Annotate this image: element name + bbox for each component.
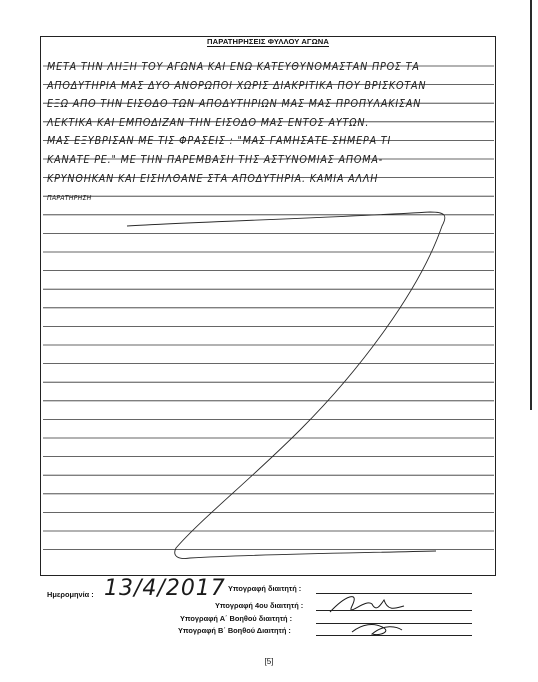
date-value: 13/4/2017	[104, 576, 226, 601]
handwritten-line: ΠΑΡΑΤΗΡΗΣΗ	[47, 194, 92, 203]
page-number: [5]	[264, 657, 274, 666]
form-title: ΠΑΡΑΤΗΡΗΣΕΙΣ ΦΥΛΛΟΥ ΑΓΩΝΑ	[207, 37, 329, 46]
referee-signature-label: Υπογραφή διαιτητή :	[228, 584, 302, 593]
handwritten-line: ΑΠΟΔΥΤΗΡΙΑ ΜΑΣ ΔΥΟ ΑΝΘΡΩΠΟΙ ΧΩΡΙΣ ΔΙΑΚΡΙΤΙΚΑ ΠΟΥ ΒΡΙΣΚΟΤΑΝ	[47, 79, 427, 92]
handwritten-line: ΚΑΝΑΤΕ ΡΕ." ΜΕ ΤΗΝ ΠΑΡΕΜΒΑΣΗ ΤΗΣ ΑΣΤΥΝΟΜΙΑΣ ΑΠΟΜΑ-	[47, 154, 384, 166]
assistant-b-signature-label: Υπογραφή Β΄ Βοηθού Διαιτητή :	[178, 626, 291, 635]
handwritten-line: ΕΞΩ ΑΠΟ ΤΗΝ ΕΙΣΟΔΟ ΤΩΝ ΑΠΟΔΥΤΗΡΙΩΝ ΜΑΣ ΜΑΣ ΠΡΟΠΥΛΑΚΙΣΑΝ	[47, 98, 422, 111]
assistant-b-signature	[352, 625, 402, 635]
handwritten-line: ΜΑΣ ΕΞΥΒΡΙΣΑΝ ΜΕ ΤΙΣ ΦΡΑΣΕΙΣ : "ΜΑΣ ΓΑΜΗΣΑΤΕ ΣΗΜΕΡΑ ΤΙ	[47, 135, 392, 148]
assistant-b-signature-line	[316, 635, 472, 636]
handwritten-line: ΜΕΤΑ ΤΗΝ ΛΗΞΗ ΤΟΥ ΑΓΩΝΑ ΚΑΙ ΕΝΩ ΚΑΤΕΥΘΥΝΟΜΑΣΤΑΝ ΠΡΟΣ ΤΑ	[47, 61, 420, 73]
date-label: Ημερομηνία :	[47, 590, 94, 599]
fourth-official-signature-line	[316, 610, 472, 611]
assistant-a-signature-line	[316, 623, 472, 624]
handwritten-line: ΚΡΥΝΘΗΚΑΝ ΚΑΙ ΕΙΣΗΛΘΑΝΕ ΣΤΑ ΑΠΟΔΥΤΗΡΙΑ. ΚΑΜΙΑ ΑΛΛΗ	[47, 172, 379, 185]
handwritten-line: ΛΕΚΤΙΚΑ ΚΑΙ ΕΜΠΟΔΙΖΑΝ ΤΗΝ ΕΙΣΟΔΟ ΜΑΣ ΕΝΤΟΣ ΑΥΤΩΝ.	[47, 116, 370, 129]
assistant-a-signature-label: Υπογραφή Α΄ Βοηθού διαιτητή :	[180, 614, 293, 623]
cross-out-stroke	[127, 212, 445, 559]
fourth-official-signature-label: Υπογραφή 4ου διαιτητή :	[215, 601, 304, 610]
referee-signature-line	[316, 593, 472, 594]
